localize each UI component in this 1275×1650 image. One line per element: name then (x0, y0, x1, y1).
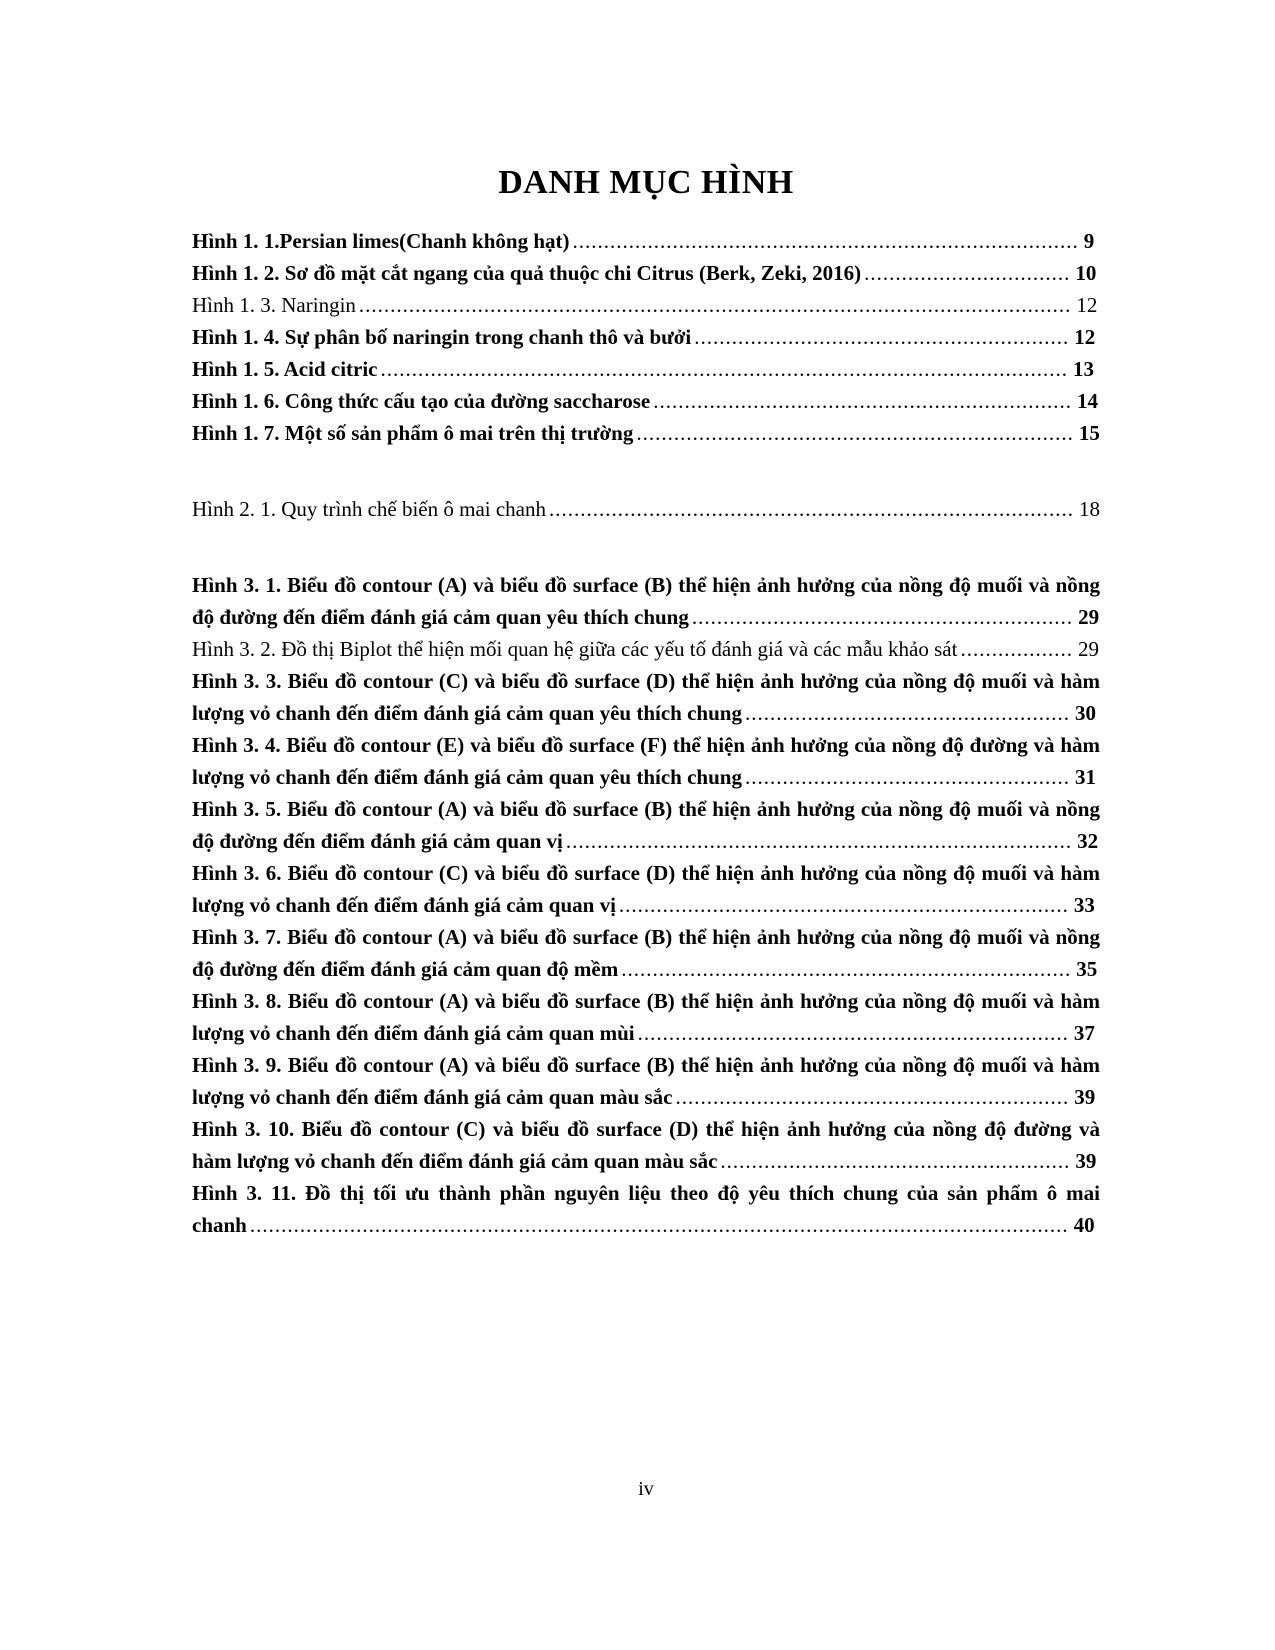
figure-entry (192, 225, 1100, 257)
figure-entry (192, 1049, 1100, 1113)
page-number: 30 (1074, 701, 1096, 725)
page-title: DANH MỤC HÌNH (498, 164, 794, 201)
dot-leader: ........................................................ (720, 1149, 1071, 1173)
page-number: 9 (1083, 229, 1095, 253)
dot-leader: .................................................... (744, 701, 1070, 725)
figure-caption: Hình 3. 3. Biểu đồ contour (C) và biểu đồ surface (D) thể hiện ảnh hưởng của nồng độ muối và hàm lượng vỏ chanh đến điểm đánh giá cảm quan yêu thích chung (192, 669, 1100, 725)
figure-group (192, 493, 1100, 525)
figure-caption: Hình 3. 11. Đồ thị tối ưu thành phần nguyên liệu theo độ yêu thích chung của sản phẩm ô mai chanh (192, 1181, 1100, 1237)
figure-entry (192, 793, 1100, 857)
dot-leader: ........................................................................ (618, 893, 1069, 917)
dot-leader: ................................................................................................................................... (249, 1213, 1069, 1237)
page-number: 10 (1075, 261, 1097, 285)
figure-entry (192, 1113, 1100, 1177)
page-number: 29 (1078, 605, 1100, 629)
page-number: 15 (1078, 421, 1100, 445)
figure-caption: Hình 3. 8. Biểu đồ contour (A) và biểu đồ surface (B) thể hiện ảnh hưởng của nồng độ muối và hàm lượng vỏ chanh đến điểm đánh giá cảm quan mùi (192, 989, 1100, 1045)
figure-caption: Hình 1. 4. Sự phân bố naringin trong chanh thô và bưởi (192, 325, 692, 349)
figure-entry (192, 633, 1100, 665)
figure-entry (192, 385, 1100, 417)
figure-entry (192, 985, 1100, 1049)
page-number: 18 (1079, 497, 1101, 521)
figure-list (192, 225, 1100, 1241)
figure-caption: Hình 1. 6. Công thức cấu tạo của đường saccharose (192, 389, 651, 413)
page-number: 14 (1076, 389, 1098, 413)
figure-caption: Hình 3. 9. Biểu đồ contour (A) và biểu đồ surface (B) thể hiện ảnh hưởng của nồng độ muối và hàm lượng vỏ chanh đến điểm đánh giá cảm quan màu sắc (192, 1053, 1100, 1109)
figure-caption: Hình 1. 3. Naringin (192, 293, 356, 317)
figure-caption: Hình 3. 2. Đồ thị Biplot thể hiện mối quan hệ giữa các yếu tố đánh giá và các mẫu khảo sát (192, 637, 958, 661)
figure-entry (192, 857, 1100, 921)
page-number: 33 (1073, 893, 1095, 917)
figure-caption: Hình 1. 2. Sơ đồ mặt cắt ngang của quả thuộc chi Citrus (Berk, Zeki, 2016) (192, 261, 862, 285)
page-number: 39 (1074, 1085, 1096, 1109)
page-number: 39 (1075, 1149, 1097, 1173)
dot-leader: ................................................................................. (572, 229, 1079, 253)
page-number: 40 (1073, 1213, 1095, 1237)
page-number: 37 (1073, 1021, 1095, 1045)
page-content (192, 163, 1100, 1241)
figure-entry (192, 417, 1100, 449)
page-number: 35 (1076, 957, 1098, 981)
figure-entry (192, 665, 1100, 729)
dot-leader: .............................................................................................................. (380, 357, 1068, 381)
figure-entry (192, 353, 1100, 385)
figure-entry (192, 289, 1100, 321)
dot-leader: ...................................................................... (636, 421, 1074, 445)
page-number-footer: iv (638, 1478, 654, 1500)
dot-leader: ..................................................................... (637, 1021, 1069, 1045)
dot-leader: ............................................................. (691, 605, 1074, 629)
page-number: 31 (1074, 765, 1096, 789)
dot-leader: ................................................................... (653, 389, 1072, 413)
figure-caption: Hình 3. 5. Biểu đồ contour (A) và biểu đồ surface (B) thể hiện ảnh hưởng của nồng độ muối và nồng độ đường đến điểm đánh giá cảm quan vị (192, 797, 1100, 853)
figure-entry (192, 493, 1100, 525)
dot-leader: .................................................................................................................. (358, 293, 1072, 317)
figure-entry (192, 1177, 1100, 1241)
page-number: 29 (1077, 637, 1099, 661)
dot-leader: ............................................................ (694, 325, 1070, 349)
dot-leader: .................................................... (744, 765, 1070, 789)
figure-caption: Hình 3. 6. Biểu đồ contour (C) và biểu đồ surface (D) thể hiện ảnh hưởng của nồng độ muối và hàm lượng vỏ chanh đến điểm đánh giá cảm quan vị (192, 861, 1100, 917)
figure-entry (192, 569, 1100, 633)
figure-group (192, 225, 1100, 449)
figure-caption: Hình 2. 1. Quy trình chế biến ô mai chanh (192, 497, 547, 521)
figure-caption: Hình 3. 4. Biểu đồ contour (E) và biểu đồ surface (F) thể hiện ảnh hưởng của nồng độ đường và hàm lượng vỏ chanh đến điểm đánh giá cảm quan yêu thích chung (192, 733, 1100, 789)
figure-caption: Hình 3. 10. Biểu đồ contour (C) và biểu đồ surface (D) thể hiện ảnh hưởng của nồng độ đường và hàm lượng vỏ chanh đến điểm đánh giá cảm quan màu sắc (192, 1117, 1100, 1173)
page-number: 13 (1073, 357, 1094, 381)
dot-leader: ................................................................................. (565, 829, 1073, 853)
figure-entry (192, 729, 1100, 793)
dot-leader: ................................. (864, 261, 1071, 285)
figure-caption: Hình 1. 5. Acid citric (192, 357, 378, 381)
dot-leader: .................................................................................... (549, 497, 1075, 521)
figure-group (192, 569, 1100, 1241)
figure-entry (192, 321, 1100, 353)
dot-leader: ........................................................................ (621, 957, 1072, 981)
dot-leader: ............................................................... (675, 1085, 1070, 1109)
figure-entry (192, 257, 1100, 289)
dot-leader: .................. (960, 637, 1073, 661)
page-number: 12 (1076, 293, 1098, 317)
page-number: 12 (1074, 325, 1096, 349)
figure-caption: Hình 3. 1. Biểu đồ contour (A) và biểu đồ surface (B) thể hiện ảnh hưởng của nồng độ muối và nồng độ đường đến điểm đánh giá cảm quan yêu thích chung (192, 573, 1100, 629)
page-number: 32 (1077, 829, 1099, 853)
figure-caption: Hình 1. 7. Một số sản phẩm ô mai trên thị trường (192, 421, 634, 445)
figure-caption: Hình 1. 1.Persian limes(Chanh không hạt) (192, 229, 570, 253)
figure-entry (192, 921, 1100, 985)
figure-caption: Hình 3. 7. Biểu đồ contour (A) và biểu đồ surface (B) thể hiện ảnh hưởng của nồng độ muối và nồng độ đường đến điểm đánh giá cảm quan độ mềm (192, 925, 1100, 981)
